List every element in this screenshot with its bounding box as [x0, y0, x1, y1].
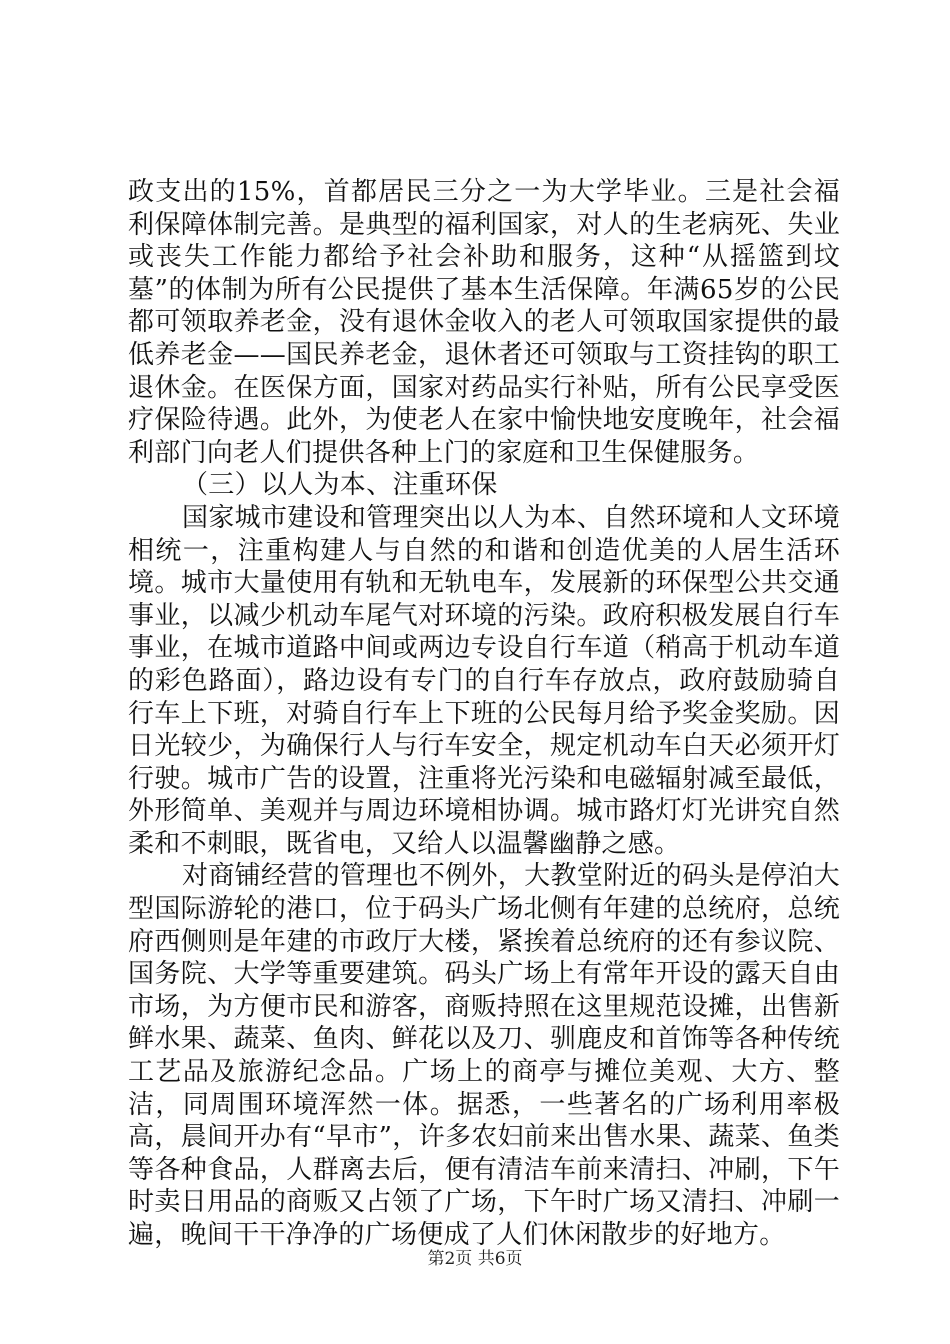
page-footer: 第2页 共6页 [427, 1249, 523, 1269]
paragraph-environment: 国家城市建设和管理突出以人为本、自然环境和人文环境相统一，注重构建人与自然的和谐和创造优美的人居生活环境。城市大量使用有轨和无轨电车，发展新的环保型公共交通事业，以减少机动车尾气对环境的污染。政府积极发展自行车事业，在城市道路中间或两边专设自行车道（稍高于机动车道的彩色路面），路边设有专门的自行车存放点，政府鼓励骑自行车上下班，对骑自行车上下班的公民每月给予奖金奖励。因日光较少，为确保行人与行车安全，规定机动车白天必须开灯行驶。城市广告的设置，注重将光污染和电磁辐射减至最低，外形简单、美观并与周边环境相协调。城市路灯灯光讲究自然柔和不刺眼，既省电，又给人以温馨幽静之感。 [128, 502, 840, 859]
paragraph-social-welfare: 政支出的15%，首都居民三分之一为大学毕业。三是社会福利保障体制完善。是典型的福利国家，对人的生老病死、失业或丧失工作能力都给予社会补助和服务，这种“从摇篮到坟墓”的体制为所有公民提供了基本生活保障。年满65岁的公民都可领取养老金，没有退休金收入的老人可领取国家提供的最低养老金——国民养老金，退休者还可领取与工资挂钩的职工退休金。在医保方面，国家对药品实行补贴，所有公民享受医疗保险待遇。此外，为使老人在家中愉快地安度晚年，社会福利部门向老人们提供各种上门的家庭和卫生保健服务。 [128, 177, 840, 468]
paragraph-shop-management: 对商铺经营的管理也不例外，大教堂附近的码头是停泊大型国际游轮的港口，位于码头广场北侧有年建的总统府，总统府西侧则是年建的市政厅大楼，紧挨着总统府的还有参议院、国务院、大学等重要建筑。码头广场上有常年开设的露天自由市场，为方便市民和游客，商贩持照在这里规范设摊，出售新鲜水果、蔬菜、鱼肉、鲜花以及刀、驯鹿皮和首饰等各种传统工艺品及旅游纪念品。广场上的商亭与摊位美观、大方、整洁，同周围环境浑然一体。据悉，一些著名的广场利用率极高，晨间开办有“早市”，许多农妇前来出售水果、蔬菜、鱼类等各种食品，人群离去后，便有清洁车前来清扫、冲刷，下午时卖日用品的商贩又占领了广场，下午时广场又清扫、冲刷一遍，晚间干干净净的广场便成了人们休闲散步的好地方。 [128, 861, 840, 1250]
document-body [128, 176, 840, 1252]
section-heading: （三）以人为本、注重环保 [182, 470, 498, 501]
